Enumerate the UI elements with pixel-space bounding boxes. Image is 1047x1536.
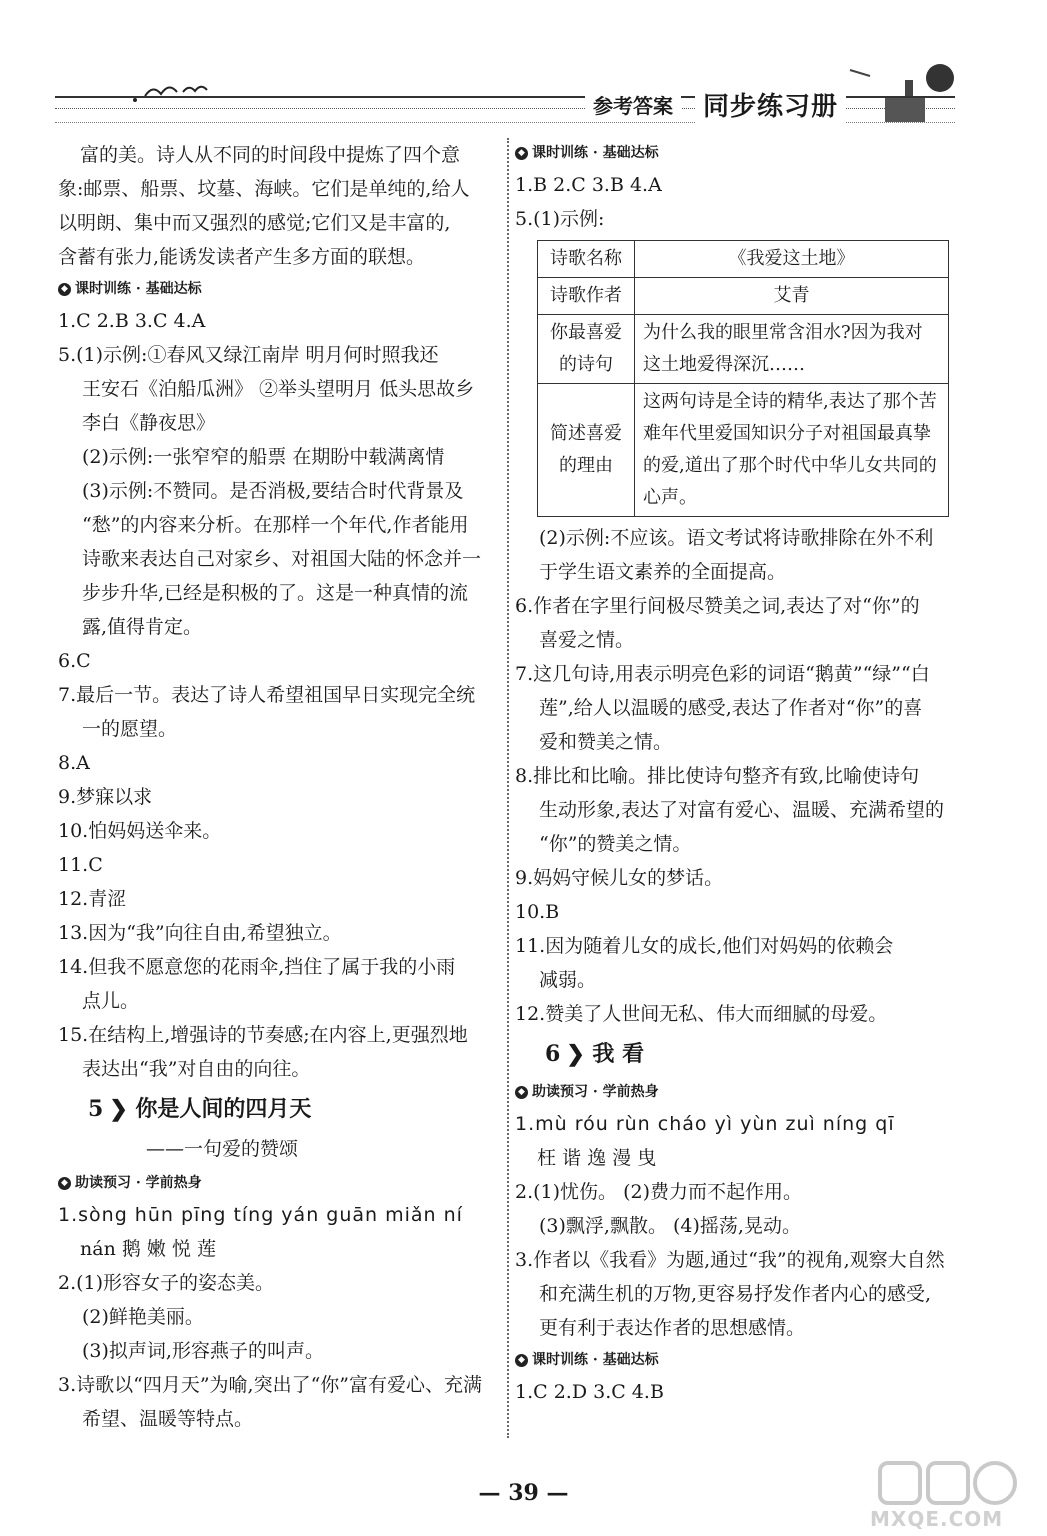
lesson-subtitle: ——一句爱的赞颂 — [146, 1138, 299, 1160]
answer-line: (2)示例:不应该。语文考试将诗歌排除在外不利 — [539, 527, 934, 549]
answer-line: 一的愿望。 — [82, 718, 178, 740]
answer-line: 14.但我不愿意您的花雨伞,挡住了属于我的小雨 — [58, 956, 456, 978]
answer-line: 希望、温暖等特点。 — [82, 1408, 254, 1430]
section-bullet-icon: ◆ — [58, 283, 71, 296]
table-cell-line: 为什么我的眼里常含泪水?因为我对 — [643, 322, 923, 343]
section-tag — [515, 1077, 960, 1107]
answer-line: 3.诗歌以“四月天”为喻,突出了“你”富有爱心、充满 — [58, 1374, 483, 1396]
answer-line: 王安石《泊船瓜洲》 ②举头望明月 低头思故乡 — [82, 378, 475, 400]
section-bullet-icon: ◆ — [515, 1354, 528, 1367]
watermark-logo — [870, 1455, 1030, 1530]
table-header-cell: 诗歌作者 — [538, 278, 635, 315]
answer-line: 象:邮票、船票、坟墓、海峡。它们是单纯的,给人 — [58, 178, 470, 200]
answer-line: “愁”的内容来分析。在那样一个年代,作者能用 — [82, 514, 469, 536]
answer-line: 7.最后一节。表达了诗人希望祖国早日实现完全统 — [58, 684, 476, 706]
answer-line: 减弱。 — [539, 969, 597, 991]
answer-line: 含蓄有张力,能诱发读者产生多方面的联想。 — [58, 246, 426, 268]
answer-line: 表达出“我”对自由的向往。 — [82, 1058, 311, 1080]
section-tag — [515, 138, 960, 168]
answer-line: 点儿。 — [82, 990, 140, 1012]
answer-line: 12.赞美了人世间无私、伟大而细腻的母爱。 — [515, 1003, 888, 1025]
answer-line: 2.(1)形容女子的姿态美。 — [58, 1272, 275, 1294]
pinyin-line: 1.mù róu rùn cháo yì yùn zuì níng qī — [515, 1113, 895, 1135]
column-divider — [507, 138, 509, 1438]
right-column — [515, 138, 960, 1409]
answer-line: 3.作者以《我看》为题,通过“我”的视角,观察大自然 — [515, 1249, 945, 1271]
answer-line: 爱和赞美之情。 — [539, 731, 673, 753]
answer-line: 喜爱之情。 — [539, 629, 635, 651]
answer-line: 露,值得肯定。 — [82, 616, 203, 638]
lesson-title — [515, 1031, 960, 1077]
answer-line: 1.C 2.B 3.C 4.A — [58, 310, 206, 332]
table-row — [538, 384, 949, 517]
answer-line: 5.(1)示例: — [515, 208, 605, 230]
answer-line: 富的美。诗人从不同的时间段中提炼了四个意 — [80, 144, 461, 166]
table-cell-line: 难年代里爱国知识分子对祖国最真挚 — [643, 423, 931, 444]
answer-line: 12.青涩 — [58, 888, 127, 910]
answer-line: 8.排比和比喻。排比使诗句整齐有致,比喻使诗句 — [515, 765, 920, 787]
answer-line: 2.(1)忧伤。 (2)费力而不起作用。 — [515, 1181, 802, 1203]
answer-line: 10.B — [515, 901, 560, 923]
table-header-cell — [538, 315, 635, 384]
lesson-title — [58, 1086, 503, 1132]
section-tag — [58, 1168, 503, 1198]
answer-line: nán 鹅 嫩 悦 莲 — [80, 1238, 216, 1260]
table-header-line: 的理由 — [559, 455, 613, 476]
watermark-icon — [870, 1455, 1030, 1510]
answer-line: 于学生语文素养的全面提高。 — [539, 561, 787, 583]
section-tag-label: 课时训练 · 基础达标 — [532, 145, 659, 161]
answer-line: (3)示例:不赞同。是否消极,要结合时代背景及 — [82, 480, 464, 502]
lesson-number: 6 — [545, 1041, 561, 1067]
answer-line: (2)鲜艳美丽。 — [82, 1306, 204, 1328]
table-header-line: 的诗句 — [559, 354, 613, 375]
table-row — [538, 315, 949, 384]
answer-line: 枉 谐 逸 漫 曳 — [537, 1147, 657, 1169]
table-row — [538, 241, 949, 278]
answer-line: 李白《静夜思》 — [82, 412, 216, 434]
answer-line: 以明朗、集中而又强烈的感觉;它们又是丰富的, — [58, 212, 451, 234]
table-cell — [635, 315, 949, 384]
left-column — [58, 138, 503, 1436]
lesson-title-text: 我 看 — [592, 1041, 645, 1067]
section-tag-label: 助读预习 · 学前热身 — [532, 1084, 659, 1100]
answer-line: 9.梦寐以求 — [58, 786, 153, 808]
answer-line: 5.(1)示例:①春风又绿江南岸 明月何时照我还 — [58, 344, 439, 366]
answer-line: 步步升华,已经是积极的了。这是一种真情的流 — [82, 582, 469, 604]
table-cell-line: 心声。 — [643, 487, 697, 508]
page-header — [55, 60, 955, 130]
section-tag-label: 助读预习 · 学前热身 — [75, 1175, 202, 1191]
section-tag-label: 课时训练 · 基础达标 — [532, 1352, 659, 1368]
section-tag — [58, 274, 503, 304]
table-header-line: 你最喜爱 — [550, 322, 622, 343]
table-cell-line: 这两句诗是全诗的精华,表达了那个苦 — [643, 391, 937, 412]
table-header-line: 简述喜爱 — [550, 423, 622, 444]
answer-line: 9.妈妈守候儿女的梦话。 — [515, 867, 724, 889]
header-illustration-icon — [845, 60, 955, 130]
answer-line: 11.因为随着儿女的成长,他们对妈妈的依赖会 — [515, 935, 894, 957]
pinyin-line: 1.sòng hūn pīng tíng yán guān miǎn ní — [58, 1204, 463, 1226]
table-header-cell: 诗歌名称 — [538, 241, 635, 278]
lesson-number: 5 — [88, 1096, 104, 1122]
chevron-right-icon: ❯ — [109, 1096, 128, 1122]
table-cell-line: 这土地爱得深沉…… — [643, 354, 805, 375]
header-tag: 参考答案 — [585, 90, 681, 119]
answer-line: 1.B 2.C 3.B 4.A — [515, 174, 662, 196]
table-header-cell — [538, 384, 635, 517]
answer-line: 6.C — [58, 650, 91, 672]
table-cell — [635, 384, 949, 517]
answer-line: 诗歌来表达自己对家乡、对祖国大陆的怀念并一 — [82, 548, 482, 570]
answer-line: 8.A — [58, 752, 90, 774]
answer-line: 7.这几句诗,用表示明亮色彩的词语“鹅黄”“绿”“白 — [515, 663, 930, 685]
answer-line: (3)飘浮,飘散。 (4)摇荡,晃动。 — [539, 1215, 801, 1237]
section-tag — [515, 1345, 960, 1375]
answer-line: “你”的赞美之情。 — [539, 833, 692, 855]
section-bullet-icon: ◆ — [58, 1177, 71, 1190]
table-row — [538, 278, 949, 315]
book-title: 同步练习册 — [695, 86, 846, 123]
watermark-text: MXQE.COM — [870, 1507, 1004, 1531]
chevron-right-icon: ❯ — [566, 1041, 585, 1067]
lesson-title-text: 你是人间的四月天 — [135, 1096, 312, 1122]
answer-line: (3)拟声词,形容燕子的叫声。 — [82, 1340, 324, 1362]
table-cell: 艾青 — [635, 278, 949, 315]
answer-line: 莲”,给人以温暖的感受,表达了作者对“你”的喜 — [539, 697, 923, 719]
answer-line: 1.C 2.D 3.C 4.B — [515, 1381, 664, 1403]
answer-line: 和充满生机的万物,更容易抒发作者内心的感受, — [539, 1283, 932, 1305]
answer-line: (2)示例:一张窄窄的船票 在期盼中载满离情 — [82, 446, 445, 468]
section-bullet-icon: ◆ — [515, 147, 528, 160]
page-number: — 39 — — [478, 1480, 569, 1506]
section-tag-label: 课时训练 · 基础达标 — [75, 281, 202, 297]
answer-line: 15.在结构上,增强诗的节奏感;在内容上,更强烈地 — [58, 1024, 468, 1046]
poem-table — [537, 240, 949, 517]
answer-line: 13.因为“我”向往自由,希望独立。 — [58, 922, 342, 944]
section-bullet-icon: ◆ — [515, 1086, 528, 1099]
answer-line: 11.C — [58, 854, 103, 876]
answer-line: 6.作者在字里行间极尽赞美之词,表达了对“你”的 — [515, 595, 920, 617]
table-cell: 《我爱这土地》 — [635, 241, 949, 278]
answer-line: 更有利于表达作者的思想感情。 — [539, 1317, 806, 1339]
answer-line: 生动形象,表达了对富有爱心、温暖、充满希望的 — [539, 799, 945, 821]
table-cell-line: 的爱,道出了那个时代中华儿女共同的 — [643, 455, 937, 476]
answer-line: 10.怕妈妈送伞来。 — [58, 820, 222, 842]
